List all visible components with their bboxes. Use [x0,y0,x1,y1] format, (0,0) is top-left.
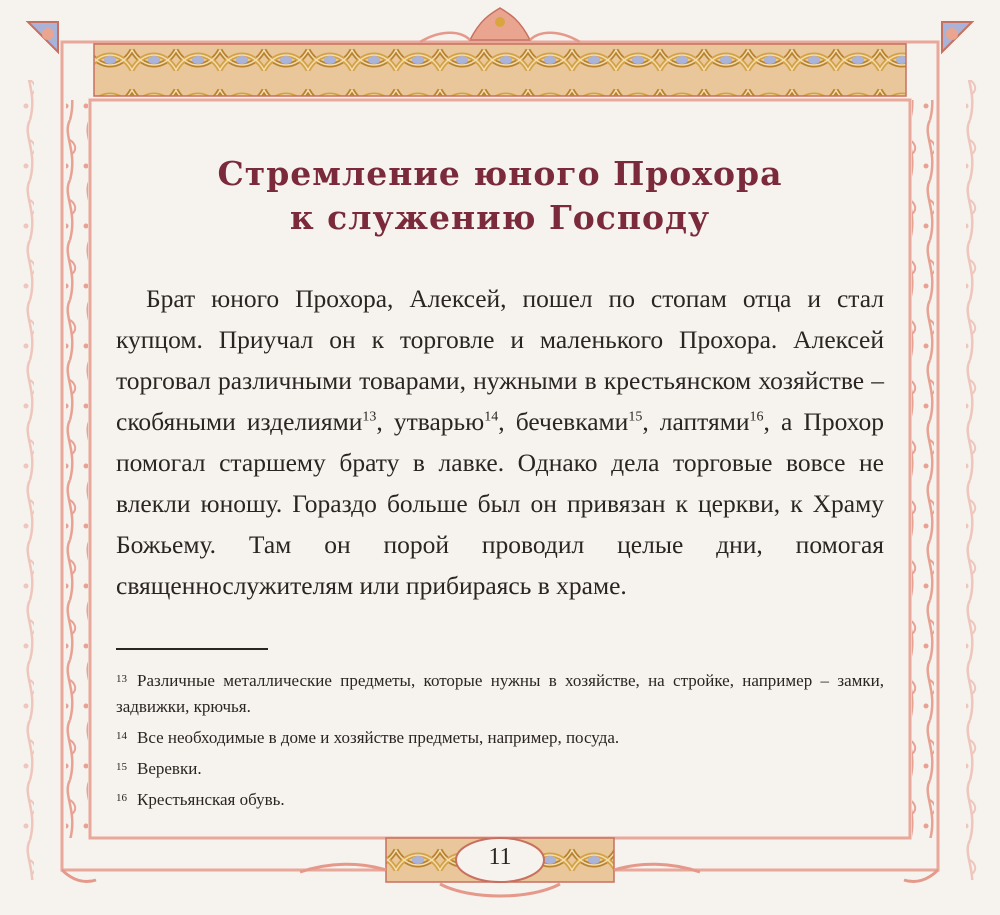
paragraph-text: , лаптями [642,407,750,436]
paragraph-text: Брат юного Прохора, Алексей, пошел по стопам отца и стал купцом. Приучал он к торговле и маленького Прохора. Алексей торговал различными товарами, нужными в крестьянском хозяйстве – скобяными изделиями [116,284,884,436]
chapter-title [100,152,900,240]
floral-corner-icon [28,22,58,52]
text-block [100,112,900,832]
footnote-ref[interactable]: 15 [628,409,643,425]
footnote-item [116,725,884,751]
footnote-number: 13 [116,673,127,685]
paragraph-text: , а Прохор помогал старшему брату в лавке. Однако дела торговые вовсе не влекли юношу. Гораздо больше был он привязан к церкви, к Храму Божьему. Там он порой проводил целые дни, помогая священнослужителям или прибираясь в храме. [116,407,884,600]
footnote-text: Все необходимые в доме и хозяйстве предметы, например, посуда. [137,728,620,747]
footnote-text: Крестьянская обувь. [137,790,285,809]
footnote-item [116,668,884,720]
footnote-divider [116,648,268,650]
footnote-ref[interactable]: 16 [749,409,764,425]
footnote-item [116,756,884,782]
footnote-ref[interactable]: 14 [484,409,499,425]
main-paragraph [100,278,900,606]
paragraph-text: , бечевками [498,407,629,436]
footnote-text: Веревки. [137,759,202,778]
footnote-ref[interactable]: 13 [362,409,377,425]
title-line-2: к служению Господу [289,198,711,237]
footnote-text: Различные металлические предметы, которые нужны в хозяйстве, на стройке, например – замки, задвижки, крючья. [116,671,884,716]
footnote-number: 14 [116,730,127,742]
footnote-number: 15 [116,761,127,773]
footnotes [100,668,900,813]
paragraph-text: , утварью [376,407,485,436]
page-number: 11 [488,844,512,870]
footnote-item [116,787,884,813]
title-line-1: Стремление юного Прохора [217,154,783,193]
footnote-number: 16 [116,792,127,804]
